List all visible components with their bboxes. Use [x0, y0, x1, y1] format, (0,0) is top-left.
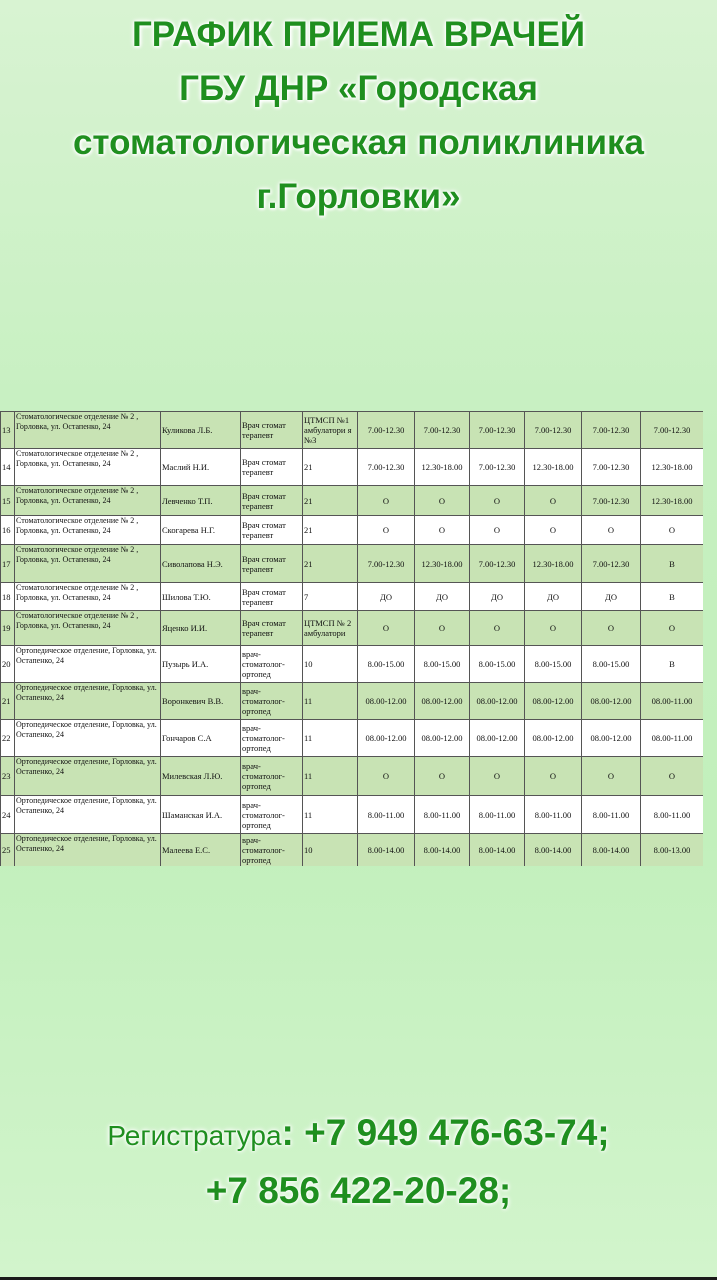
schedule-time-cell: О [641, 611, 704, 646]
schedule-time-cell: 12.30-18.00 [415, 545, 470, 583]
doctor-name: Шилова Т.Ю. [161, 583, 241, 611]
schedule-time-cell: 8.00-11.00 [358, 796, 415, 834]
schedule-time-cell: 8.00-14.00 [582, 834, 641, 867]
schedule-time-cell: О [358, 516, 415, 545]
table-row [1, 583, 704, 611]
doctor-name: Куликова Л.Б. [161, 412, 241, 449]
cabinet-cell: 7 [303, 583, 358, 611]
page-title [0, 8, 717, 224]
doctor-position: врач-стоматолог-ортопед [241, 646, 303, 683]
schedule-time-cell: О [641, 516, 704, 545]
department-cell [15, 516, 161, 545]
doctor-name: Яценко И.И. [161, 611, 241, 646]
schedule-time-cell: О [358, 757, 415, 796]
row-number: 24 [1, 796, 15, 834]
cabinet-cell: 21 [303, 516, 358, 545]
title-line-2: ГБУ ДНР «Городская [179, 69, 538, 108]
row-number: 14 [1, 449, 15, 486]
schedule-time-cell: 8.00-11.00 [525, 796, 582, 834]
doctor-position: врач-стоматолог-ортопед [241, 834, 303, 867]
table-row [1, 486, 704, 516]
schedule-time-cell: 8.00-15.00 [470, 646, 525, 683]
schedule-time-cell: 7.00-12.30 [582, 486, 641, 516]
schedule-time-cell: 8.00-15.00 [415, 646, 470, 683]
schedule-time-cell: 7.00-12.30 [415, 412, 470, 449]
schedule-time-cell: О [470, 757, 525, 796]
schedule-time-cell: 7.00-12.30 [358, 449, 415, 486]
title-line-1: ГРАФИК ПРИЕМА ВРАЧЕЙ [131, 15, 586, 54]
cabinet-cell: 11 [303, 757, 358, 796]
cabinet-cell: 10 [303, 834, 358, 867]
department-cell [15, 796, 161, 834]
row-number: 18 [1, 583, 15, 611]
schedule-time-cell: 12.30-18.00 [525, 449, 582, 486]
schedule-time-cell: 8.00-15.00 [358, 646, 415, 683]
schedule-time-cell: 7.00-12.30 [470, 545, 525, 583]
department-cell [15, 412, 161, 449]
registry-phone-1: : +7 949 476-63-74; [281, 1112, 610, 1153]
doctor-position: врач-стоматолог-ортопед [241, 796, 303, 834]
schedule-time-cell: 08.00-12.00 [582, 683, 641, 720]
schedule-time-cell: 08.00-12.00 [415, 720, 470, 757]
schedule-time-cell: В [641, 646, 704, 683]
cabinet-cell: 21 [303, 486, 358, 516]
registry-phone-2: +7 856 422-20-28; [205, 1170, 512, 1211]
schedule-time-cell: ДО [582, 583, 641, 611]
schedule-time-cell: 12.30-18.00 [415, 449, 470, 486]
department-cell-text: Ортопедическое отделение, Горловка, ул. Остапенко, 24 [16, 834, 157, 853]
row-number: 21 [1, 683, 15, 720]
doctor-name: Маслий Н.И. [161, 449, 241, 486]
table-row [1, 757, 704, 796]
schedule-time-cell: О [582, 516, 641, 545]
schedule-time-cell: 7.00-12.30 [582, 412, 641, 449]
cabinet-cell: ЦТМСП № 2 амбулатори [303, 611, 358, 646]
schedule-time-cell: 7.00-12.30 [582, 449, 641, 486]
department-cell [15, 486, 161, 516]
doctor-name: Пузырь И.А. [161, 646, 241, 683]
schedule-time-cell: 08.00-12.00 [358, 683, 415, 720]
cabinet-cell: 11 [303, 683, 358, 720]
schedule-table [0, 411, 703, 866]
schedule-time-cell: О [358, 611, 415, 646]
schedule-time-cell: 08.00-11.00 [641, 683, 704, 720]
doctor-position: Врач стомат терапевт [241, 516, 303, 545]
schedule-time-cell: ДО [358, 583, 415, 611]
department-cell-text: Стоматологическое отделение № 2 , Горловка, ул. Остапенко, 24 [16, 545, 139, 564]
schedule-time-cell: 08.00-12.00 [470, 683, 525, 720]
schedule-time-cell: О [415, 486, 470, 516]
schedule-time-cell: 8.00-15.00 [525, 646, 582, 683]
cabinet-cell: 21 [303, 545, 358, 583]
row-number: 23 [1, 757, 15, 796]
schedule-time-cell: В [641, 583, 704, 611]
department-cell-text: Стоматологическое отделение № 2 , Горловка, ул. Остапенко, 24 [16, 412, 139, 431]
table-row [1, 545, 704, 583]
schedule-time-cell: О [358, 486, 415, 516]
schedule-time-cell: 08.00-12.00 [470, 720, 525, 757]
doctor-name: Милевская Л.Ю. [161, 757, 241, 796]
department-cell-text: Стоматологическое отделение № 2 , Горловка, ул. Остапенко, 24 [16, 486, 139, 505]
schedule-time-cell: О [470, 516, 525, 545]
schedule-time-cell: 8.00-11.00 [415, 796, 470, 834]
schedule-time-cell: О [415, 757, 470, 796]
doctor-name: Малеева Е.С. [161, 834, 241, 867]
schedule-time-cell: 08.00-12.00 [525, 683, 582, 720]
doctor-name: Воронкевич В.В. [161, 683, 241, 720]
schedule-time-cell: 08.00-11.00 [641, 720, 704, 757]
row-number: 13 [1, 412, 15, 449]
schedule-time-cell: 12.30-18.00 [641, 449, 704, 486]
doctor-position: Врач стомат терапевт [241, 583, 303, 611]
department-cell-text: Ортопедическое отделение, Горловка, ул. Остапенко, 24 [16, 757, 157, 776]
schedule-time-cell: 08.00-12.00 [415, 683, 470, 720]
department-cell-text: Стоматологическое отделение № 2 , Горловка, ул. Остапенко, 24 [16, 449, 139, 468]
table-row [1, 646, 704, 683]
schedule-time-cell: О [470, 486, 525, 516]
department-cell-text: Стоматологическое отделение № 2 , Горловка, ул. Остапенко, 24 [16, 583, 139, 602]
doctor-position: Врач стомат терапевт [241, 486, 303, 516]
schedule-time-cell: ДО [470, 583, 525, 611]
schedule-time-cell: ДО [525, 583, 582, 611]
schedule-time-cell: 7.00-12.30 [470, 449, 525, 486]
row-number: 15 [1, 486, 15, 516]
schedule-time-cell: 08.00-12.00 [525, 720, 582, 757]
department-cell-text: Стоматологическое отделение № 2 , Горловка, ул. Остапенко, 24 [16, 611, 139, 630]
title-line-3: стоматологическая поликлиника [72, 123, 645, 162]
department-cell-text: Ортопедическое отделение, Горловка, ул. Остапенко, 24 [16, 796, 157, 815]
schedule-time-cell: О [582, 757, 641, 796]
department-cell [15, 583, 161, 611]
schedule-time-cell: О [641, 757, 704, 796]
doctor-name: Сиволапова Н.Э. [161, 545, 241, 583]
schedule-time-cell: О [525, 486, 582, 516]
schedule-time-cell: 7.00-12.30 [582, 545, 641, 583]
schedule-time-cell: О [525, 516, 582, 545]
table-row [1, 834, 704, 867]
table-row [1, 683, 704, 720]
row-number: 16 [1, 516, 15, 545]
doctor-name: Гончаров С.А [161, 720, 241, 757]
schedule-table-image [0, 411, 703, 866]
registry-label: Регистратура [107, 1120, 282, 1151]
department-cell [15, 611, 161, 646]
schedule-time-cell: 8.00-11.00 [470, 796, 525, 834]
schedule-time-cell: 7.00-12.30 [358, 412, 415, 449]
department-cell [15, 449, 161, 486]
doctor-position: врач-стоматолог-ортопед [241, 757, 303, 796]
schedule-time-cell: О [582, 611, 641, 646]
doctor-position: врач-стоматолог-ортопед [241, 720, 303, 757]
department-cell [15, 720, 161, 757]
schedule-time-cell: 7.00-12.30 [470, 412, 525, 449]
schedule-time-cell: 08.00-12.00 [582, 720, 641, 757]
schedule-time-cell: В [641, 545, 704, 583]
row-number: 17 [1, 545, 15, 583]
cabinet-cell: 11 [303, 720, 358, 757]
department-cell-text: Ортопедическое отделение, Горловка, ул. Остапенко, 24 [16, 720, 157, 739]
cabinet-cell: ЦТМСП №1 амбулатори я №3 [303, 412, 358, 449]
schedule-time-cell: 8.00-11.00 [582, 796, 641, 834]
table-row [1, 611, 704, 646]
schedule-time-cell: 8.00-11.00 [641, 796, 704, 834]
cabinet-cell: 11 [303, 796, 358, 834]
doctor-name: Скогарева Н.Г. [161, 516, 241, 545]
schedule-time-cell: 7.00-12.30 [525, 412, 582, 449]
schedule-time-cell: О [415, 516, 470, 545]
cabinet-cell: 10 [303, 646, 358, 683]
registry-contacts [0, 1108, 717, 1216]
schedule-time-cell: 12.30-18.00 [525, 545, 582, 583]
doctor-position: Врач стомат терапевт [241, 611, 303, 646]
schedule-time-cell: 12.30-18.00 [641, 486, 704, 516]
doctor-position: Врач стомат терапевт [241, 412, 303, 449]
schedule-time-cell: 8.00-14.00 [525, 834, 582, 867]
doctor-position: Врач стомат терапевт [241, 545, 303, 583]
department-cell-text: Стоматологическое отделение № 2 , Горловка, ул. Остапенко, 24 [16, 516, 139, 535]
row-number: 22 [1, 720, 15, 757]
schedule-time-cell: 7.00-12.30 [358, 545, 415, 583]
department-cell [15, 757, 161, 796]
schedule-time-cell: 8.00-14.00 [358, 834, 415, 867]
cabinet-cell: 21 [303, 449, 358, 486]
department-cell [15, 683, 161, 720]
table-row [1, 796, 704, 834]
doctor-name: Шаманская И.А. [161, 796, 241, 834]
schedule-time-cell: О [525, 757, 582, 796]
schedule-time-cell: 7.00-12.30 [641, 412, 704, 449]
department-cell-text: Ортопедическое отделение, Горловка, ул. Остапенко, 24 [16, 646, 157, 665]
schedule-time-cell: 8.00-14.00 [415, 834, 470, 867]
doctor-name: Левченко Т.П. [161, 486, 241, 516]
table-row [1, 516, 704, 545]
schedule-time-cell: О [525, 611, 582, 646]
table-row [1, 720, 704, 757]
schedule-time-cell: ДО [415, 583, 470, 611]
doctor-position: Врач стомат терапевт [241, 449, 303, 486]
schedule-time-cell: 08.00-12.00 [358, 720, 415, 757]
schedule-time-cell: 8.00-15.00 [582, 646, 641, 683]
schedule-time-cell: О [470, 611, 525, 646]
row-number: 25 [1, 834, 15, 867]
schedule-time-cell: 8.00-14.00 [470, 834, 525, 867]
table-row [1, 449, 704, 486]
schedule-body [1, 412, 704, 867]
title-line-4: г.Горловки» [256, 177, 461, 216]
table-row [1, 412, 704, 449]
department-cell [15, 646, 161, 683]
row-number: 19 [1, 611, 15, 646]
department-cell-text: Ортопедическое отделение, Горловка, ул. Остапенко, 24 [16, 683, 157, 702]
doctor-position: врач-стоматолог-ортопед [241, 683, 303, 720]
schedule-time-cell: 8.00-13.00 [641, 834, 704, 867]
schedule-time-cell: О [415, 611, 470, 646]
row-number: 20 [1, 646, 15, 683]
department-cell [15, 834, 161, 867]
department-cell [15, 545, 161, 583]
